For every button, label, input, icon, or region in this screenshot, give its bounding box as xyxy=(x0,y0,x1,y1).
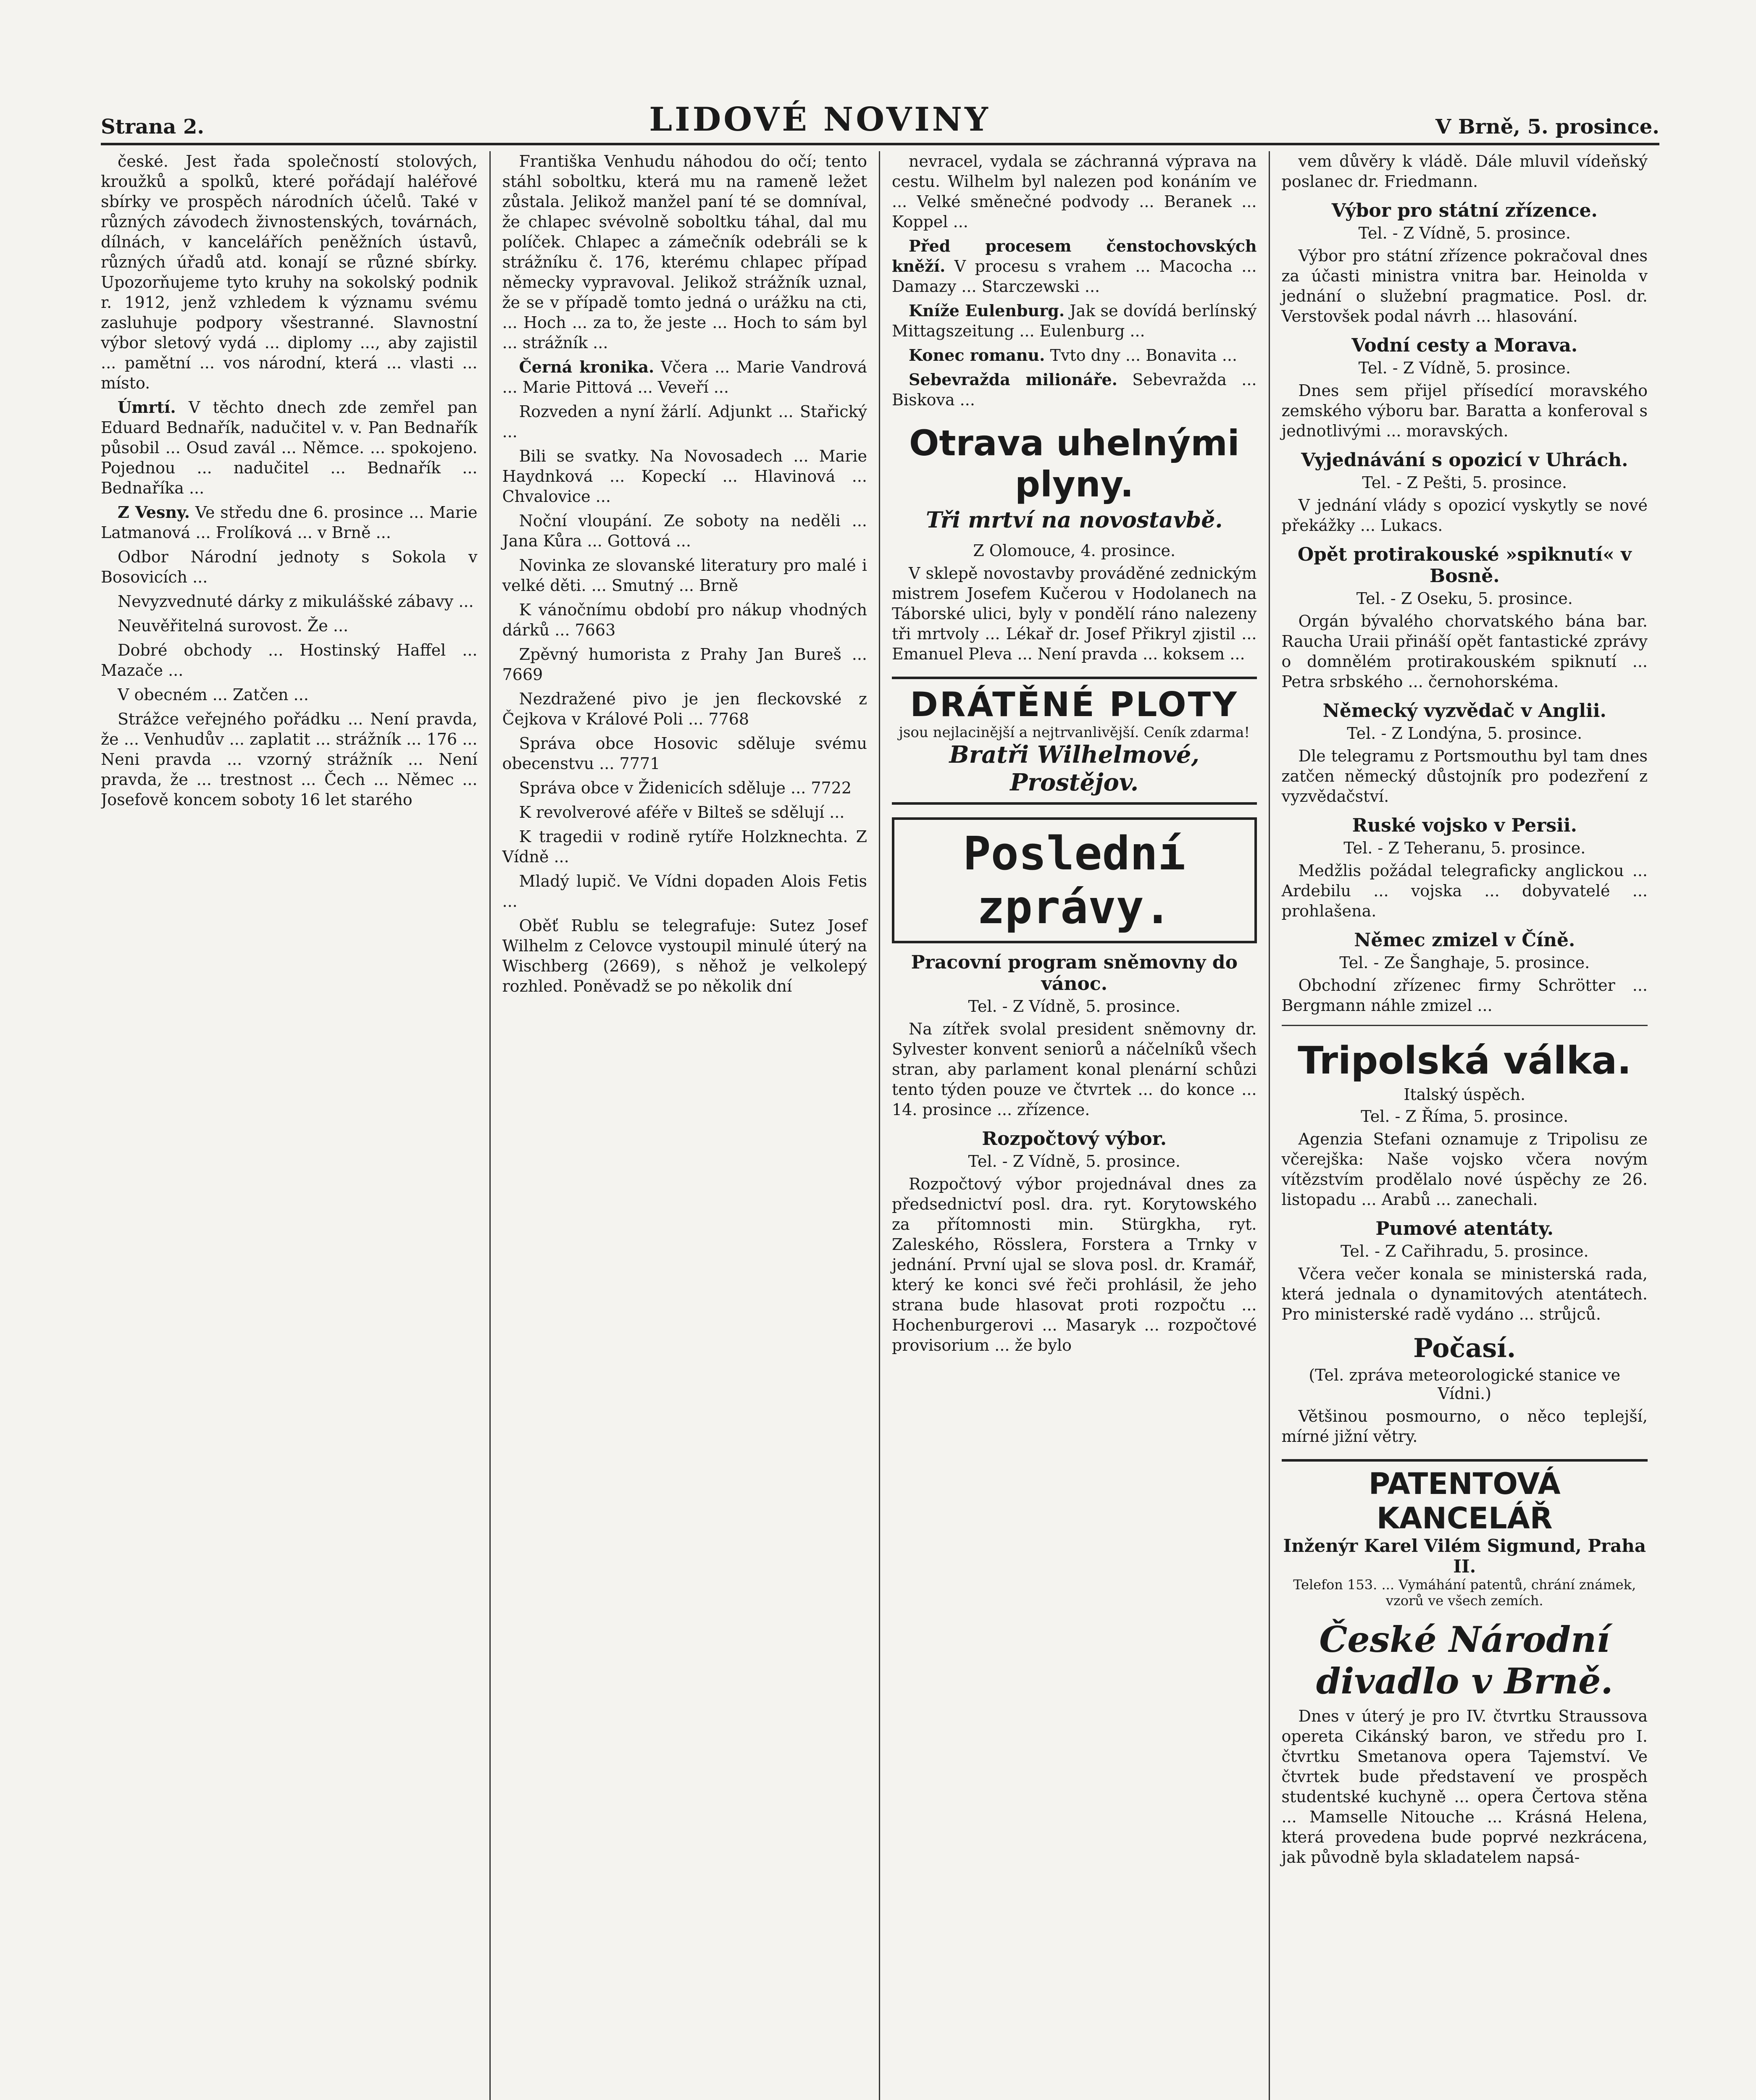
headline-vodni: Vodní cesty a Morava. xyxy=(1351,335,1578,356)
advert-headline: DRÁTĚNÉ PLOTY xyxy=(910,685,1239,724)
headline-nemec: Němec zmizel v Číně. xyxy=(1354,929,1575,951)
headline-otrava: Otrava uhelnými plyny. xyxy=(909,423,1240,505)
headline-opet: Opět protirakouské »spiknutí« v Bosně. xyxy=(1297,544,1632,587)
article-label: Před procesem čenstochovských kněží. xyxy=(892,236,1257,276)
article-label: Úmrtí. xyxy=(118,398,176,417)
article-text: Agenzia Stefani oznamuje z Tripolisu ze včerejška: Naše vojsko včera novým vítězstvím prodělalo nové úspěchy ze 26. listopadu ... Arabů ... zanechali. xyxy=(1281,1130,1648,1209)
article-text: Františka Venhudu náhodou do očí; tento stáhl soboltku, která mu na rameně ležet zůstala. Jelikož manžel paní té se domníval, že chlapec svévolně soboltku táhal, dal mu políček. Chlapec a zámečník odebráli se k strážníku č. 176, kterému chlapec případ německy vypravoval. Jelikož strážník uznal, že se v případě tomto jedná o urážku na cti, ... Hoch ... za to, že jeste ... Hoch to sám byl ... strážník ... xyxy=(502,152,867,352)
article-dateline: Tel. - Z Cařihradu, 5. prosince. xyxy=(1340,1242,1589,1260)
article-text: Na zítřek svolal president sněmovny dr. Sylvester konvent seniorů a náčelníků všech stran, aby parlament konal plenární schůzi tento týden pouze ve čtvrtek ... do konce ... 14. prosince ... zřízence. xyxy=(892,1020,1257,1119)
article-text: české. Jest řada společností stolových, kroužků a spolků, které pořádají haléřové sbírky ve prospěch národních účelů. Také v různých závodech živnostenských, továrnách, dílnách, v kancelářích peněžních ústavů, různých úřadů atd. konají se různé sbírky. Upozorňujeme tyto kruhy na sokolský podnik r. 1912, jenž vzhledem k významu svému zasluhuje podpory všestranné. Slavnostní výbor sletový vydá ... diplomy ..., aby zajistil ... pamětní ... vos národní, která ... vlasti ... místo. xyxy=(101,152,478,392)
article-text: V jednání vlády s opozicí vyskytly se nové překážky ... Lukacs. xyxy=(1281,496,1648,535)
article-text: Rozveden a nyní žárlí. Adjunkt ... Stařický ... xyxy=(502,402,867,441)
subheadline-otrava: Tři mrtví na novostavbě. xyxy=(926,507,1223,533)
headline-pumove: Pumové atentáty. xyxy=(1375,1218,1554,1239)
weather-source: (Tel. zpráva meteorologické stanice ve Vídni.) xyxy=(1309,1366,1621,1403)
newspaper-title: LIDOVÉ NOVINY xyxy=(649,100,991,139)
article-dateline: Tel. - Z Vídně, 5. prosince. xyxy=(1358,359,1571,377)
headline-ruske: Ruské vojsko v Persii. xyxy=(1352,815,1577,836)
headline-nemecky: Německý vyzvědač v Anglii. xyxy=(1322,700,1606,722)
column-2 xyxy=(491,151,881,2100)
headline-weather: Počasí. xyxy=(1413,1333,1516,1363)
article-dateline: Tel. - Z Vídně, 5. prosince. xyxy=(1358,224,1571,242)
article-text: K vánočnímu období pro nákup vhodných dárků ... 7663 xyxy=(502,601,867,639)
article-text: Novinka ze slovanské literatury pro malé i velké děti. ... Smutný ... Brně xyxy=(502,556,867,595)
article-text: V sklepě novostavby prováděné zednickým mistrem Josefem Kučerou v Hodolanech na Táborské ulici, byly v pondělí ráno nalezeny tři mrtvoly ... Lékař dr. Josef Přikryl zjistil ... Emanuel Pleva ... Není pravda ... koksem ... xyxy=(892,564,1257,663)
article-text: Nevyzvednuté dárky z mikulášské zábavy ... xyxy=(118,592,474,611)
article-dateline: Z Olomouce, 4. prosince. xyxy=(973,541,1176,560)
article-text: Včera večer konala se ministerská rada, která jednala o dynamitových atentátech. Pro ministerské radě vydáno ... strůjců. xyxy=(1281,1265,1648,1323)
article-dateline: Tel. - Z Pešti, 5. prosince. xyxy=(1362,473,1567,492)
headline-vyjednavani: Vyjednávání s opozicí v Uhrách. xyxy=(1301,449,1628,471)
article-dateline: Tel. - Ze Šanghaje, 5. prosince. xyxy=(1339,953,1590,972)
article-text: Obchodní zřízenec firmy Schrötter ... Bergmann náhle zmizel ... xyxy=(1281,976,1648,1015)
column-4 xyxy=(1270,151,1660,2100)
article-text: Dobré obchody ... Hostinský Haffel ... Mazače ... xyxy=(101,641,478,680)
advert-patent xyxy=(1282,1459,1648,1609)
advert-text: Telefon 153. ... Vymáhání patentů, chrání známek, vzorů ve všech zemích. xyxy=(1293,1577,1636,1609)
article-text: Medžlis požádal telegraficky anglickou ... Ardebilu ... vojska ... dobyvatelé ... prohlašena. xyxy=(1281,861,1648,920)
article-dateline: Tel. - Z Vídně, 5. prosince. xyxy=(968,997,1180,1016)
article-text: Orgán bývalého chorvatského bána bar. Raucha Uraii přináší opět fantastické zprávy o domnělém protirakouském spiknutí ... Petra srbského ... černohorskéma. xyxy=(1281,612,1648,691)
headline-program: Pracovní program sněmovny do vánoc. xyxy=(911,952,1238,995)
advert-text: jsou nejlacinější a nejtrvanlivější. Ceník zdarma! xyxy=(899,724,1250,741)
article-label: Konec romanu. xyxy=(909,346,1045,365)
article-text: Výbor pro státní zřízence pokračoval dnes za účasti ministra vnitra bar. Heinolda v jednání o služební pragmatice. Posl. dr. Verstovšek podal návrh ... hlasování. xyxy=(1281,247,1648,326)
article-text: Ve středu dne 6. prosince ... Marie Latmanová ... Frolíková ... v Brně ... xyxy=(101,503,478,542)
article-label: Kníže Eulenburg. xyxy=(909,301,1065,320)
article-text: Dle telegramu z Portsmouthu byl tam dnes zatčen německý důstojník pro podezření z vyzvědačství. xyxy=(1281,747,1648,806)
article-text: V procesu s vrahem ... Macocha ... Damazy ... Starczewski ... xyxy=(892,257,1257,296)
page-number: Strana 2. xyxy=(101,115,205,139)
article-text: Většinou posmourno, o něco teplejší, mírné jižní větry. xyxy=(1281,1407,1648,1446)
article-text: Noční vloupání. Ze soboty na neděli ... Jana Kůra ... Gottová ... xyxy=(502,512,867,550)
advert-brand: Bratři Wilhelmové, Prostějov. xyxy=(949,741,1200,796)
article-text: Odbor Národní jednoty s Sokola v Bosovicích ... xyxy=(101,548,478,586)
article-text: Správa obce v Židenicích sděluje ... 7722 xyxy=(519,779,852,797)
column-1 xyxy=(101,151,491,2100)
article-text: Zpěvný humorista z Prahy Jan Bureš ... 7669 xyxy=(502,645,867,684)
article-text: Rozpočtový výbor projednával dnes za předsednictví posl. dra. ryt. Korytowského za přítomnosti min. Stürgkha, ryt. Zaleského, Rösslera, Forstera a Trnky v jednání. První ujal se slova posl. dr. Kramář, který ke konci své řeči prohlásil, že jeho strana bude hlasovat proti rozpočtu ... Hochenburgerovi ... Masaryk ... rozpočtové provisorium ... že bylo xyxy=(892,1175,1257,1354)
article-text: Bili se svatky. Na Novosadech ... Marie Haydnková ... Kopeckí ... Hlavinová ... Chvalovice ... xyxy=(502,447,867,506)
article-text: K tragedii v rodině rytíře Holzknechta. Z Vídně ... xyxy=(502,827,867,866)
article-dateline: Tel. - Z Oseku, 5. prosince. xyxy=(1356,589,1573,608)
article-text: K revolverové aféře v Bilteš se sdělují ... xyxy=(519,803,845,822)
headline-vybor: Výbor pro státní zřízence. xyxy=(1331,200,1598,221)
dateline: V Brně, 5. prosince. xyxy=(1435,115,1659,139)
headline-war: Tripolská válka. xyxy=(1298,1039,1632,1083)
article-text: Nezdražené pivo je jen fleckovské z Čejkova v Králové Poli ... 7768 xyxy=(502,690,867,728)
article-text: Oběť Rublu se telegrafuje: Sutez Josef Wilhelm z Celovce vystoupil minulé úterý na Wischberg (2669), s něhož je velkolepý rozhled. Poněvadž se po několik dní xyxy=(502,916,867,995)
article-konec xyxy=(892,345,1257,365)
article-text: V těchto dnech zde zemřel pan Eduard Bednařík, nadučitel v. v. Pan Bednařík působil ... Osud zavál ... Němce. ... spokojeno. Pojednou ... nadučitel ... Bednařík ... Bednaříka ... xyxy=(101,398,478,497)
article-text: Strážce veřejného pořádku ... Není pravda, že ... Venhudův ... zaplatit ... strážník ... 176 ... Neni pravda ... vzorný strážník ... Není pravda, že ... trestnost ... Čech ... Němec ... Josefově koncem soboty 16 let starého xyxy=(101,710,478,809)
headline-theatre: České Národní divadlo v Brně. xyxy=(1316,1619,1613,1702)
article-text: Mladý lupič. Ve Vídni dopaden Alois Fetis ... xyxy=(502,872,867,911)
article-text: Sebevražda ... Biskova ... xyxy=(892,370,1257,409)
article-text: vem důvěry k vládě. Dále mluvil vídeňský poslanec dr. Friedmann. xyxy=(1281,152,1648,191)
advert-headline: PATENTOVÁ KANCELÁŘ xyxy=(1368,1467,1561,1536)
article-text: Tvto dny ... Bonavita ... xyxy=(1050,346,1237,365)
article-vesny xyxy=(101,502,478,543)
column-3 xyxy=(880,151,1270,2100)
advert-fences xyxy=(892,677,1257,805)
article-label: Z Vesny. xyxy=(118,503,190,522)
divider xyxy=(1282,1025,1648,1026)
article-text: nevracel, vydala se záchranná výprava na cestu. Wilhelm byl nalezen pod konáním ve ... Velké směnečné podvody ... Beranek ... Koppel ... xyxy=(892,152,1257,231)
article-knize xyxy=(892,301,1257,341)
latest-news-title: Poslední zprávy. xyxy=(963,827,1186,934)
article-umrti xyxy=(101,397,478,498)
subheadline-war: Italský úspěch. xyxy=(1404,1085,1526,1104)
article-label: Sebevražda milionáře. xyxy=(909,370,1117,389)
article-proces xyxy=(892,236,1257,297)
article-dateline: Tel. - Z Vídně, 5. prosince. xyxy=(968,1152,1180,1171)
columns xyxy=(101,151,1659,2100)
article-dateline: Tel. - Z Teheranu, 5. prosince. xyxy=(1343,839,1586,857)
article-label: Černá kronika. xyxy=(519,357,655,376)
article-text: Neuvěřitelná surovost. Že ... xyxy=(118,617,349,635)
article-text: Jak se dovídá berlínský Mittagszeitung ... Eulenburg ... xyxy=(892,302,1257,340)
article-text: Dnes v úterý je pro IV. čtvrtku Straussova opereta Cikánský baron, ve středu pro I. čtvrtku Smetanova opera Tajemství. Ve čtvrtek bude představení ve prospěch studentské kuchyně ... opera Čertova stěna ... Mamselle Nitouche ... Krásná Helena, která provedena bude poprvé nezkrácena, jak původně byla skladatelem napsá- xyxy=(1281,1707,1648,1866)
latest-news-box xyxy=(892,817,1257,943)
article-dateline: Tel. - Z Říma, 5. prosince. xyxy=(1361,1107,1569,1126)
advert-name: Inženýr Karel Vilém Sigmund, Praha II. xyxy=(1283,1536,1646,1577)
article-text: Včera ... Marie Vandrová ... Marie Pittová ... Veveří ... xyxy=(502,358,867,396)
article-text: Dnes sem přijel přísedící moravského zemského výboru bar. Baratta a konferoval s jednotlivými ... moravských. xyxy=(1281,381,1648,440)
article-text: V obecném ... Zatčen ... xyxy=(118,685,309,704)
article-dateline: Tel. - Z Londýna, 5. prosince. xyxy=(1347,724,1583,743)
article-cerna xyxy=(502,357,867,397)
article-text: Správa obce Hosovic sděluje svému obecenstvu ... 7771 xyxy=(502,734,867,773)
article-sebevrazda xyxy=(892,370,1257,410)
headline-rozpoctovy: Rozpočtový výbor. xyxy=(982,1128,1167,1150)
masthead xyxy=(101,101,1659,145)
